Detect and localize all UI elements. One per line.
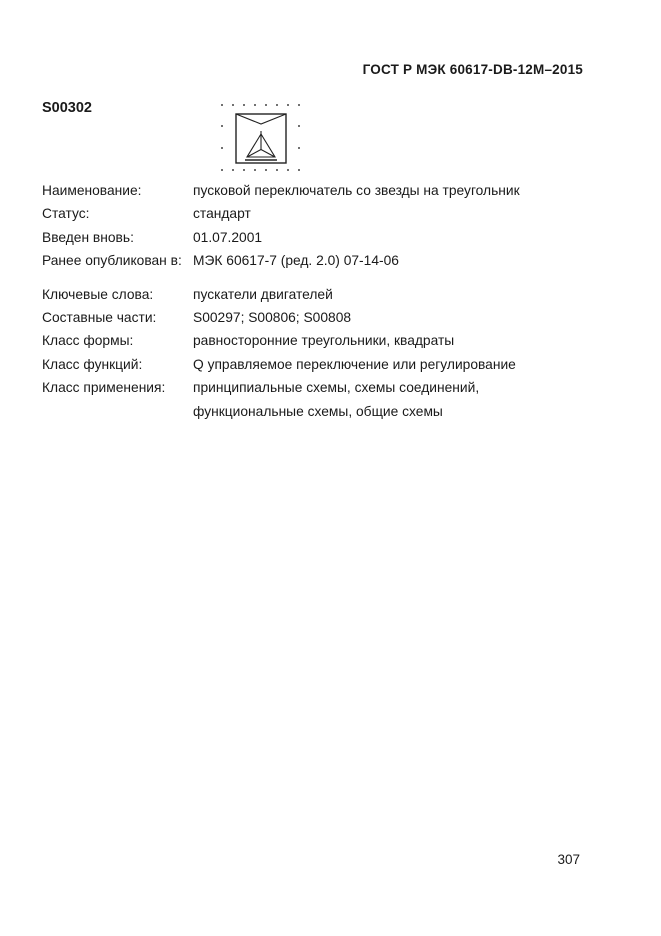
field-row-components [42,306,602,329]
field-label: Ранее опубликован в: [42,253,182,269]
field-label: Наименование: [42,183,142,198]
field-row-status [42,202,602,225]
field-value: стандарт [193,206,251,222]
field-row-keywords [42,283,602,306]
field-row-shape-class [42,329,602,352]
field-label: Статус: [42,206,90,222]
field-label: Составные части: [42,310,157,326]
field-value-line-2: функциональные схемы, общие схемы [193,403,443,419]
switch-chevron [236,114,286,124]
field-label: Ключевые слова: [42,286,154,302]
star-delta-starter-symbol [220,100,305,175]
field-value: пусковой переключатель со звезды на треугольник [193,183,520,198]
field-value: Q управляемое переключение или регулирование [193,356,516,372]
field-value: 01.07.2001 [193,229,263,245]
document-title: ГОСТ Р МЭК 60617-DB-12M–2015 [362,62,583,77]
field-value [193,376,602,423]
field-value: пускатели двигателей [193,286,333,302]
field-value: МЭК 60617-7 (ред. 2.0) 07-14-06 [193,253,399,269]
field-row-function-class [42,353,602,376]
field-label: Класс формы: [42,333,134,349]
field-row-application-class [42,376,602,423]
field-row-introduced [42,226,602,249]
field-label: Введен вновь: [42,229,134,245]
field-value-line-1: принципиальные схемы, схемы соединений, [193,380,480,396]
field-group-main [42,179,602,273]
page-number: 307 [557,852,580,867]
field-row-previously-published [42,249,602,272]
fields-table [42,179,602,423]
field-value: равносторонние треугольники, квадраты [193,333,455,349]
field-label: Класс применения: [42,380,166,396]
field-label: Класс функций: [42,356,143,372]
field-value: S00297; S00806; S00808 [193,310,352,326]
symbol-drawing [220,100,305,175]
symbol-id: S00302 [42,100,92,116]
field-group-classification [42,283,602,423]
field-row-name [42,179,602,202]
